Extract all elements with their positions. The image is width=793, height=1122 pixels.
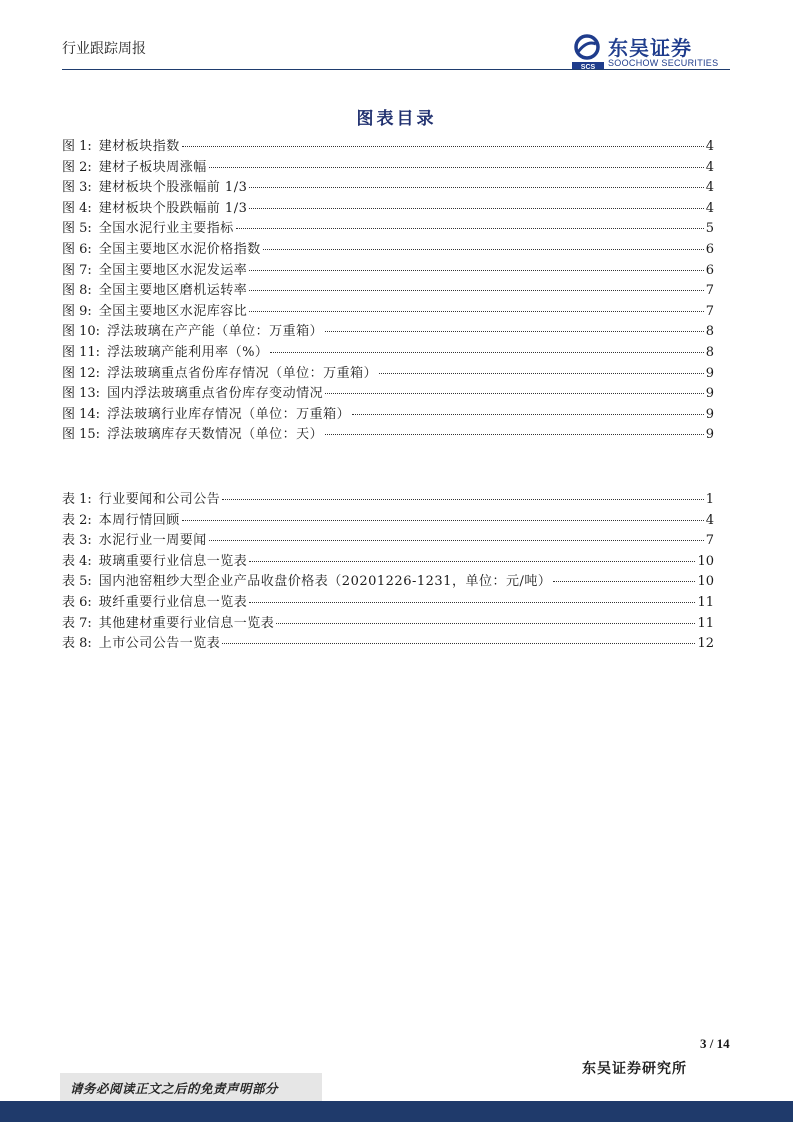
table-entry-page: 11 bbox=[697, 615, 714, 631]
dot-leader bbox=[236, 228, 704, 229]
dot-leader bbox=[325, 393, 704, 394]
figure-entry-page: 5 bbox=[705, 221, 714, 237]
dot-leader bbox=[270, 352, 703, 353]
table-entry[interactable] bbox=[62, 593, 714, 614]
figure-entry[interactable] bbox=[62, 158, 714, 179]
report-category: 行业跟踪周报 bbox=[62, 41, 146, 57]
figure-entry-page: 7 bbox=[705, 303, 714, 319]
figure-entry-page: 4 bbox=[705, 139, 714, 154]
figure-entry[interactable] bbox=[62, 281, 714, 302]
figure-entry[interactable] bbox=[62, 199, 714, 220]
table-entry-page: 12 bbox=[697, 636, 714, 652]
figure-entry-label: 图 12: bbox=[62, 365, 101, 381]
table-entry-title: 水泥行业一周要闻 bbox=[98, 533, 207, 549]
figure-entry-title: 全国主要地区磨机运转率 bbox=[98, 283, 248, 299]
dot-leader bbox=[352, 414, 704, 415]
table-entry-title: 行业要闻和公司公告 bbox=[98, 492, 221, 507]
footer-company: 东吴证券研究所 bbox=[582, 1061, 687, 1077]
table-entry-title: 上市公司公告一览表 bbox=[98, 636, 221, 652]
figure-entry-label: 图 15: bbox=[62, 427, 101, 443]
figure-entry-page: 8 bbox=[705, 324, 714, 340]
figure-entry[interactable] bbox=[62, 219, 714, 240]
dot-leader bbox=[325, 434, 704, 435]
figure-entry-title: 全国主要地区水泥发运率 bbox=[98, 262, 248, 278]
table-entry[interactable] bbox=[62, 490, 714, 511]
logo-english-name: SOOCHOW SECURITIES bbox=[608, 58, 719, 68]
figure-entry-page: 4 bbox=[705, 200, 714, 216]
figure-entry-label: 图 9: bbox=[62, 303, 92, 319]
figure-entry-label: 图 10: bbox=[62, 324, 101, 340]
table-entry-page: 11 bbox=[697, 594, 714, 610]
figure-entry[interactable] bbox=[62, 178, 714, 199]
figure-entry-title: 国内浮法玻璃重点省份库存变动情况 bbox=[107, 386, 324, 402]
figure-entry-title: 浮法玻璃在产产能（单位：万重箱） bbox=[107, 324, 324, 340]
dot-leader bbox=[209, 540, 704, 541]
table-entry-page: 10 bbox=[697, 574, 714, 590]
figure-entry-title: 全国主要地区水泥库容比 bbox=[98, 303, 248, 319]
company-logo bbox=[572, 34, 732, 70]
dot-leader bbox=[263, 249, 704, 250]
dot-leader bbox=[325, 331, 704, 332]
footer-bar bbox=[0, 1101, 793, 1122]
dot-leader bbox=[222, 499, 703, 500]
dot-leader bbox=[249, 270, 703, 271]
page-title: 图表目录 bbox=[356, 109, 437, 129]
table-entry-title: 玻纤重要行业信息一览表 bbox=[98, 594, 248, 610]
table-entry-label: 表 3: bbox=[62, 533, 92, 549]
figure-entry[interactable] bbox=[62, 364, 714, 385]
dot-leader bbox=[249, 290, 703, 291]
figure-entry-title: 全国主要地区水泥价格指数 bbox=[98, 241, 261, 257]
table-entry-title: 其他建材重要行业信息一览表 bbox=[98, 615, 275, 631]
figure-entry-label: 图 1: bbox=[62, 139, 92, 154]
figures-toc bbox=[62, 137, 714, 446]
dot-leader bbox=[249, 561, 695, 562]
figure-entry[interactable] bbox=[62, 384, 714, 405]
figure-entry-title: 建材板块个股涨幅前 1/3 bbox=[98, 180, 248, 196]
table-entry[interactable] bbox=[62, 634, 714, 655]
dot-leader bbox=[182, 520, 704, 521]
figure-entry-label: 图 4: bbox=[62, 200, 92, 216]
figure-entry-label: 图 2: bbox=[62, 159, 92, 175]
figure-entry[interactable] bbox=[62, 302, 714, 323]
figure-entry-label: 图 13: bbox=[62, 386, 101, 402]
table-entry-label: 表 5: bbox=[62, 574, 92, 590]
figure-entry-label: 图 11: bbox=[62, 344, 101, 360]
table-entry-title: 国内池窑粗纱大型企业产品收盘价格表（20201226-1231，单位：元/吨） bbox=[98, 574, 552, 590]
dot-leader bbox=[209, 167, 704, 168]
figure-entry-title: 浮法玻璃重点省份库存情况（单位：万重箱） bbox=[107, 365, 378, 381]
logo-mark-icon bbox=[572, 34, 604, 70]
logo-mark-text: SCS bbox=[580, 64, 596, 70]
figure-entry-title: 浮法玻璃产能利用率（%） bbox=[107, 344, 269, 360]
figure-entry-label: 图 5: bbox=[62, 221, 92, 237]
figure-entry-page: 4 bbox=[705, 180, 714, 196]
disclaimer-box bbox=[60, 1073, 322, 1101]
dot-leader bbox=[379, 373, 704, 374]
figure-entry[interactable] bbox=[62, 343, 714, 364]
page-number: 3 / 14 bbox=[700, 1036, 730, 1051]
table-entry-title: 本周行情回顾 bbox=[98, 512, 180, 528]
table-entry-label: 表 2: bbox=[62, 512, 92, 528]
figure-entry[interactable] bbox=[62, 425, 714, 446]
dot-leader bbox=[182, 146, 704, 147]
figure-entry[interactable] bbox=[62, 137, 714, 158]
figure-entry-label: 图 6: bbox=[62, 241, 92, 257]
figure-entry-label: 图 14: bbox=[62, 406, 101, 422]
figure-entry-page: 6 bbox=[705, 262, 714, 278]
table-entry[interactable] bbox=[62, 614, 714, 635]
figure-entry-page: 8 bbox=[705, 344, 714, 360]
disclaimer-text: 请务必阅读正文之后的免责声明部分 bbox=[70, 1081, 279, 1096]
table-entry-label: 表 6: bbox=[62, 594, 92, 610]
dot-leader bbox=[249, 187, 703, 188]
dot-leader bbox=[249, 208, 703, 209]
figure-entry-title: 浮法玻璃行业库存情况（单位：万重箱） bbox=[107, 406, 351, 422]
figure-entry-page: 7 bbox=[705, 283, 714, 299]
tables-toc bbox=[62, 490, 714, 655]
figure-entry-label: 图 7: bbox=[62, 262, 92, 278]
table-entry-page: 7 bbox=[705, 533, 714, 549]
table-entry-page: 10 bbox=[697, 553, 714, 569]
figure-entry-page: 6 bbox=[705, 241, 714, 257]
figure-entry-label: 图 3: bbox=[62, 180, 92, 196]
table-entry-label: 表 4: bbox=[62, 553, 92, 569]
table-entry[interactable] bbox=[62, 572, 714, 593]
dot-leader bbox=[276, 623, 695, 624]
table-entry-page: 4 bbox=[705, 512, 714, 528]
header-divider bbox=[62, 69, 730, 70]
dot-leader bbox=[222, 643, 695, 644]
table-entry[interactable] bbox=[62, 531, 714, 552]
figure-entry-page: 4 bbox=[705, 159, 714, 175]
table-entry-label: 表 1: bbox=[62, 492, 92, 507]
table-entry-title: 玻璃重要行业信息一览表 bbox=[98, 553, 248, 569]
figure-entry[interactable] bbox=[62, 240, 714, 261]
figure-entry[interactable] bbox=[62, 261, 714, 282]
table-entry-label: 表 8: bbox=[62, 636, 92, 652]
figure-entry[interactable] bbox=[62, 405, 714, 426]
logo-chinese-name: 东吴证券 bbox=[608, 36, 692, 60]
table-entry[interactable] bbox=[62, 552, 714, 573]
figure-entry[interactable] bbox=[62, 322, 714, 343]
dot-leader bbox=[249, 602, 695, 603]
figure-entry-title: 浮法玻璃库存天数情况（单位：天） bbox=[107, 427, 324, 443]
figure-entry-page: 9 bbox=[705, 427, 714, 443]
figure-entry-title: 全国水泥行业主要指标 bbox=[98, 221, 234, 237]
figure-entry-title: 建材子板块周涨幅 bbox=[98, 159, 207, 175]
dot-leader bbox=[553, 581, 695, 582]
dot-leader bbox=[249, 311, 703, 312]
figure-entry-label: 图 8: bbox=[62, 283, 92, 299]
table-entry[interactable] bbox=[62, 511, 714, 532]
table-entry-page: 1 bbox=[705, 492, 714, 507]
table-entry-label: 表 7: bbox=[62, 615, 92, 631]
figure-entry-page: 9 bbox=[705, 406, 714, 422]
figure-entry-page: 9 bbox=[705, 386, 714, 402]
figure-entry-title: 建材板块个股跌幅前 1/3 bbox=[98, 200, 248, 216]
figure-entry-title: 建材板块指数 bbox=[98, 139, 180, 154]
figure-entry-page: 9 bbox=[705, 365, 714, 381]
